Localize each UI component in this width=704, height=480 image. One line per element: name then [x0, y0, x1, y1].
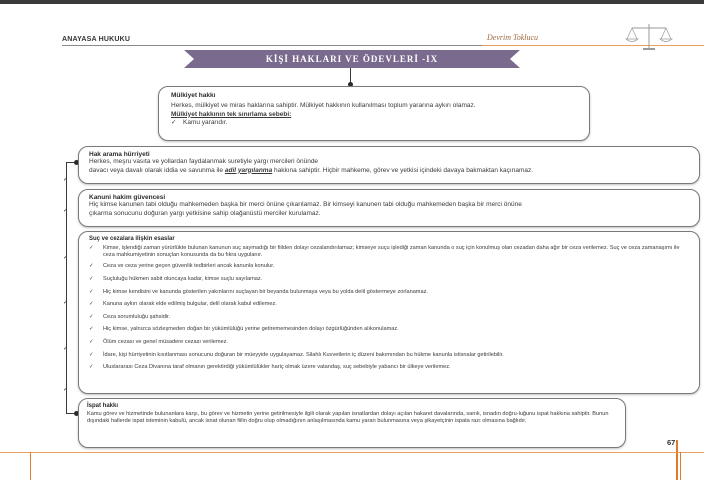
header-rule — [62, 45, 482, 46]
footer-margin-line — [30, 452, 31, 480]
hak-arama-line1: Herkes, meşru vasıta ve yollardan faydalanmak suretiyle yargı mercileri önünde — [89, 158, 319, 165]
suc-list-item — [89, 263, 689, 270]
suc-ve-cezalar-box — [78, 231, 700, 394]
suc-list-item — [89, 289, 689, 296]
suc-list-item — [89, 301, 689, 308]
suc-item-text: Uluslararası Ceza Divanına taraf olmanın gerektirdiği yükümlülükler hariç olmak üzere vatandaş, suç sebebiyle yabancı bir ülkeye verilemez. — [103, 364, 451, 371]
page-title: KİŞİ HAKLARI VE ÖDEVLERİ -IX — [265, 54, 439, 64]
mulkiyet-text: Herkes, mülkiyet ve miras haklarına sahiptir. Mülkiyet hakkının kullanılması toplum yararına aykırı olamaz. — [171, 102, 476, 109]
check-mark-icon: ✓ — [89, 326, 94, 333]
check-mark-icon: ✓ — [89, 288, 94, 295]
suc-item-text: Hiç kimse, yalnızca sözleşmeden doğan bir yükümlülüğü yerine getirememesinden dolayı özgürlüğünden alıkonulamaz. — [103, 326, 399, 333]
hak-arama-box — [78, 146, 700, 184]
hak-arama-line2: davacı veya davalı olarak iddia ve savunma ile adil yargılanma hakkına sahiptir. Hiçbir mahkeme, görev ve yetkisi içindeki davaya bakmaktan kaçınamaz. — [89, 166, 534, 174]
suc-item-text: Ceza sorumluluğu şahsidir. — [103, 313, 171, 320]
mulkiyet-box — [158, 86, 590, 141]
top-border — [0, 0, 704, 4]
check-mark-icon: ✓ — [63, 177, 69, 183]
suc-heading: Suç ve cezalara ilişkin esaslar — [89, 236, 175, 242]
suc-item-text: Hiç kimse kendisini ve kanunda gösterilen yakınlarını suçlayan bir beyanda bulunmaya veya bu yolda delil göstermeye zorlanamaz. — [103, 288, 428, 295]
mulkiyet-item: ✓ Kamu yararıdır. — [171, 119, 228, 126]
check-mark-icon: ✓ — [63, 255, 69, 261]
mulkiyet-heading: Mülkiyet hakkı — [171, 92, 216, 99]
suc-list-item — [89, 245, 689, 259]
ispat-box — [78, 398, 626, 448]
suc-item-text: Kanuna aykırı olarak elde edilmiş bulgular, delil olarak kabul edilemez. — [103, 301, 277, 308]
suc-list-item — [89, 276, 689, 283]
kanuni-hakim-line2: çıkarma sonucunu doğuran yargı yetkisine sahip olağanüstü merciler kurulamaz. — [89, 209, 321, 217]
suc-item-text: Ölüm cezası ve genel müsadere cezası verilemez. — [103, 338, 228, 345]
section-title: ANAYASA HUKUKU — [62, 36, 131, 43]
check-mark-icon: ✓ — [89, 313, 94, 320]
hak-arama-heading: Hak arama hürriyeti — [89, 151, 150, 158]
suc-item-text: Kimse, işlendiği zaman yürürlükte bulunan kanunun suç saymadığı bir fiilden dolayı cezalandırılamaz; kimseye suçu işlediği zaman kanunda o suç için konulmuş olan cezadan daha ağır bir ceza verilemez. Suç ve ceza zamanaşımı ile ceza mahkumiyetinin sonuçları konusunda da bu fıkra uygulanır. — [103, 245, 680, 259]
check-mark-icon: ✓ — [89, 276, 94, 282]
author-name: Devrim Toklucu — [487, 33, 539, 42]
page-number-bar — [676, 440, 678, 480]
kanuni-hakim-box — [78, 189, 700, 227]
bracket-line — [66, 162, 67, 414]
adil-yargilanma-emphasis: adil yargılanma — [224, 166, 273, 174]
check-mark-icon: ✓ — [63, 208, 69, 214]
check-mark-icon: ✓ — [89, 351, 94, 358]
check-mark-icon: ✓ — [89, 364, 94, 371]
suc-list-item — [89, 314, 689, 321]
suc-item-text: Suçluluğu hükmen sabit oluncaya kadar, kimse suçlu sayılamaz. — [103, 276, 263, 282]
check-mark-icon: ✓ — [63, 300, 69, 306]
check-mark-icon: ✓ — [89, 263, 94, 270]
suc-item-text: İdare, kişi hürriyetinin kısıtlanması sonucunu doğuran bir müeyyide uygulayamaz. Silahlı Kuvvetlerin iç düzeni bakımından bu hükme kanunla istisnalar getirilebilir. — [103, 351, 504, 358]
mulkiyet-sub-heading: Mülkiyet hakkının tek sınırlama sebebi: — [171, 110, 292, 118]
suc-list — [89, 245, 689, 371]
footer-margin-line — [680, 452, 681, 480]
suc-item-text: Ceza ve ceza yerine geçen güvenlik tedbirleri ancak kanunla konulur. — [103, 263, 275, 270]
suc-list-item — [89, 352, 689, 359]
kanuni-hakim-line1: Hiç kimse kanunen tabi olduğu mahkemeden başka bir merci önüne çıkarılamaz. Bir kimseyi kanunen tabi olduğu mahkemeden başka bir merci önüne — [89, 201, 522, 208]
scales-of-justice-icon — [624, 22, 674, 52]
check-mark-icon: ✓ — [63, 346, 69, 352]
check-mark-icon: ✓ — [63, 387, 69, 393]
kanuni-hakim-heading: Kanuni hakim güvencesi — [89, 194, 166, 201]
suc-list-item — [89, 364, 689, 371]
suc-list-item — [89, 339, 689, 346]
footer-rule — [0, 452, 704, 453]
check-mark-icon: ✓ — [89, 245, 94, 251]
suc-list-item — [89, 326, 689, 333]
check-mark-icon: ✓ — [89, 338, 94, 345]
check-mark-icon: ✓ — [171, 119, 177, 126]
page-number: 67 — [667, 438, 676, 447]
ispat-text: Kamu görev ve hizmetinde bulunanlara karşı, bu görev ve hizmetin yerine getirilmesiyle ilgili olarak yapılan isnatlardan dolayı açılan hakaret davalarında, sanık, isnadın doğru-luğunu ispat hakkına sahiptir. Bunun dışındaki hallerde ispat isteminin kabulü, ancak isnat olunan fiilin doğru olup olmadığının anlaşılmasında kamu yararı bulunmasına veya şikayetçinin ispata razı olmasına bağlıdır. — [87, 411, 609, 425]
ispat-heading: İspat hakkı — [87, 403, 119, 409]
page-header — [0, 30, 704, 50]
check-mark-icon: ✓ — [89, 301, 94, 308]
